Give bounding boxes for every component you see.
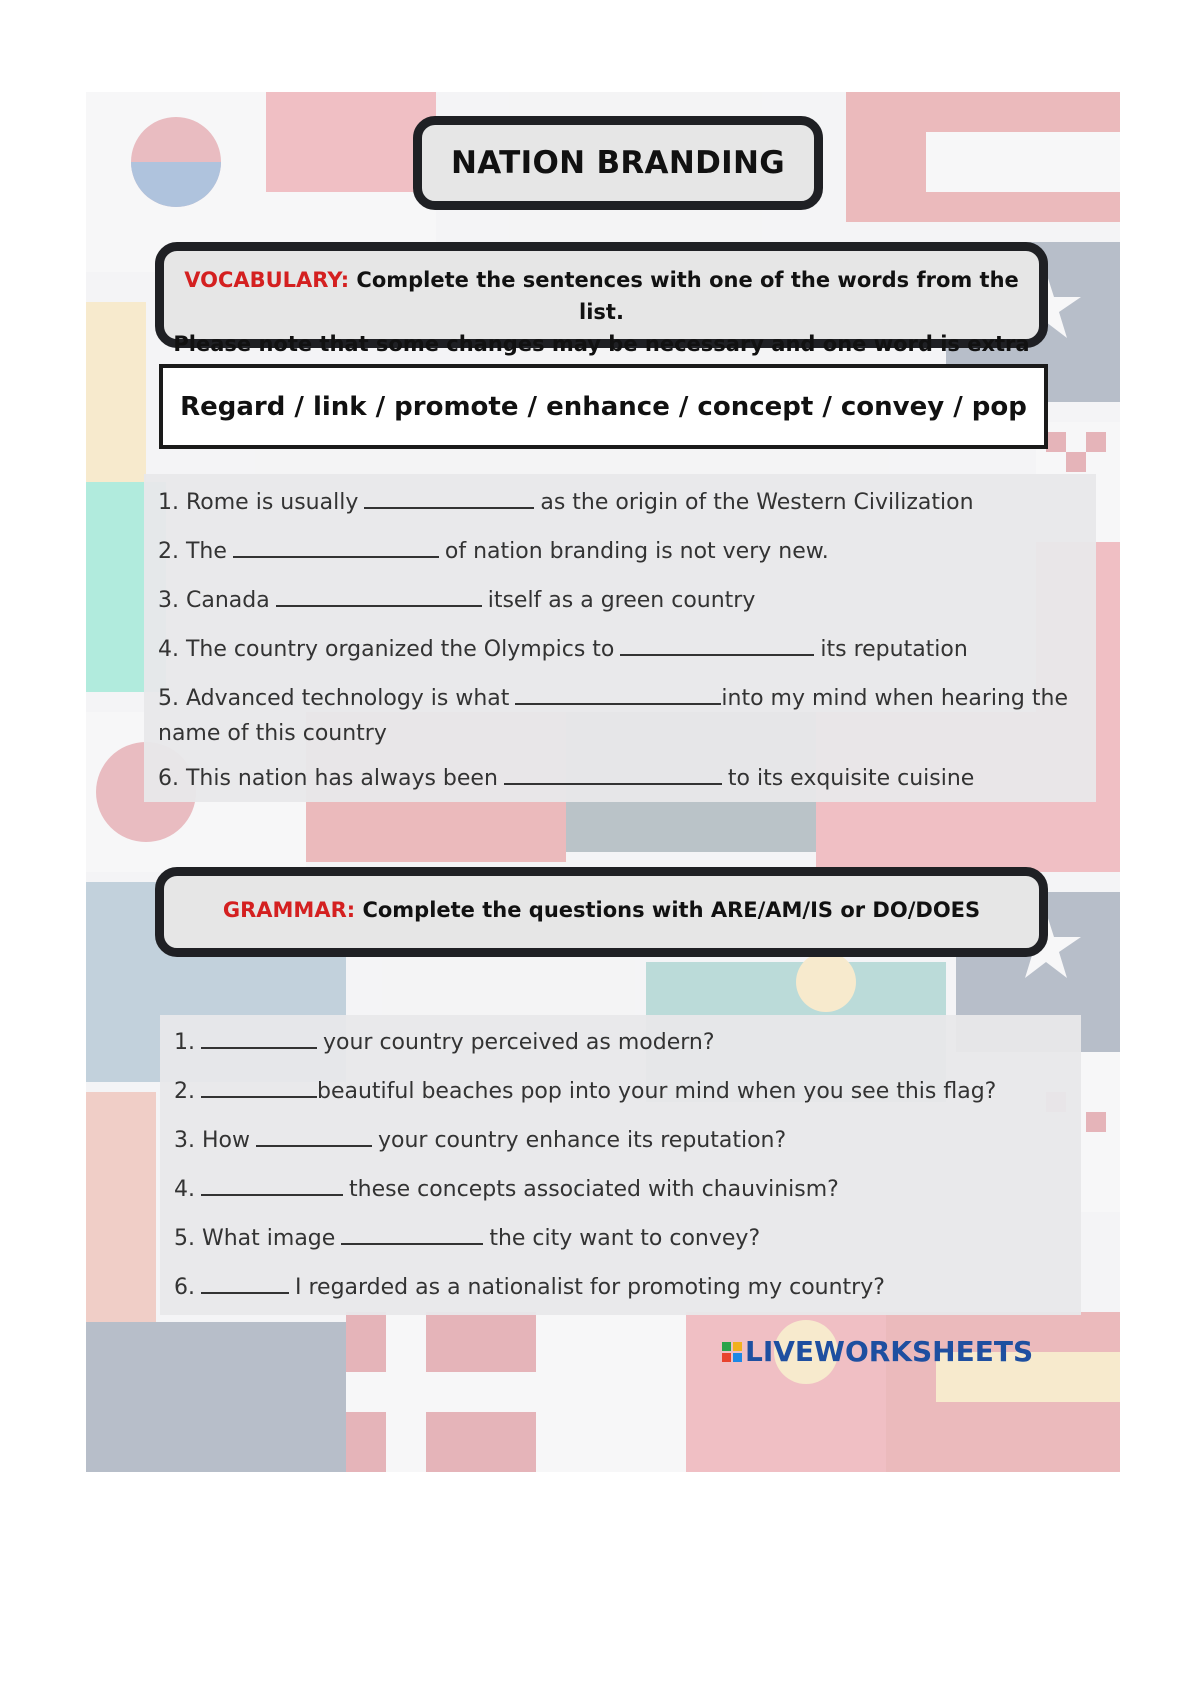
answer-blank[interactable] [364,487,534,509]
item-text: itself as a green country [487,588,756,613]
answer-blank[interactable] [276,585,482,607]
grammar-label: GRAMMAR: [222,898,356,922]
vocabulary-exercises-panel [144,474,1096,802]
item-text: these concepts associated with chauvinism? [349,1177,839,1202]
item-text: 5. Advanced technology is what [158,686,510,711]
grammar-exercises-panel [160,1015,1081,1315]
item-text: its reputation [820,637,968,662]
item-text: 3. Canada [158,588,270,613]
item-text: 1. [174,1030,195,1055]
item-text: as the origin of the Western Civilization [540,490,974,515]
grammar-item [174,1026,715,1060]
vocabulary-instruction-line2: Please note that some changes may be necessary and one word is extra [173,332,1030,356]
answer-blank[interactable] [515,683,721,705]
answer-blank[interactable] [620,634,814,656]
logo-text: LIVEWORKSHEETS [745,1335,1034,1368]
worksheet-page [86,92,1120,1472]
item-text: 6. [174,1275,195,1300]
page-title: NATION BRANDING [451,145,785,181]
item-text: the city want to convey? [489,1226,761,1251]
vocabulary-item [158,535,829,569]
item-text: 5. What image [174,1226,336,1251]
answer-blank[interactable] [233,536,439,558]
answer-blank[interactable] [504,763,722,785]
word-list-box [159,364,1048,449]
item-text: your country enhance its reputation? [377,1128,787,1153]
grammar-item [174,1222,760,1256]
item-text: 2. The [158,539,227,564]
item-text: 6. This nation has always been [158,766,498,791]
answer-blank[interactable] [256,1125,372,1147]
vocabulary-item [158,486,974,520]
item-text: beautiful beaches pop into your mind when you see this flag? [317,1079,997,1104]
vocabulary-instruction-line1 [164,264,1039,328]
item-text: 4. [174,1177,195,1202]
item-text: of nation branding is not very new. [444,539,829,564]
vocabulary-label: VOCABULARY: [184,268,350,292]
vocabulary-item [158,633,968,667]
vocabulary-item [158,762,974,796]
item-text: I regarded as a nationalist for promoting my country? [295,1275,885,1300]
answer-blank[interactable] [341,1223,483,1245]
answer-blank[interactable] [201,1174,343,1196]
grammar-item [174,1075,996,1109]
vocabulary-instruction-text: Complete the sentences with one of the words from the list. [349,268,1019,324]
word-list: Regard / link / promote / enhance / concept / convey / pop [180,391,1027,422]
grammar-item [174,1173,839,1207]
grammar-item [174,1271,885,1305]
item-text: into my mind when hearing the [721,686,1068,711]
title-box [413,116,823,210]
item-text: 4. The country organized the Olympics to [158,637,615,662]
vocabulary-item-continuation: name of this country [158,721,387,746]
item-text: to its exquisite cuisine [727,766,975,791]
item-text: 2. [174,1079,195,1104]
logo-grid-icon [722,1342,742,1362]
grammar-instructions [155,867,1048,957]
item-text: your country perceived as modern? [323,1030,715,1055]
answer-blank[interactable] [201,1272,289,1294]
vocabulary-instructions [155,242,1048,356]
grammar-item [174,1124,786,1158]
item-text: 1. Rome is usually [158,490,359,515]
liveworksheets-logo [722,1335,1033,1368]
answer-blank[interactable] [201,1027,317,1049]
vocabulary-item [158,682,1068,716]
item-text: 3. How [174,1128,250,1153]
vocabulary-item [158,584,755,618]
grammar-instruction-text: Complete the questions with ARE/AM/IS or DO/DOES [355,898,981,922]
answer-blank[interactable] [201,1076,317,1098]
